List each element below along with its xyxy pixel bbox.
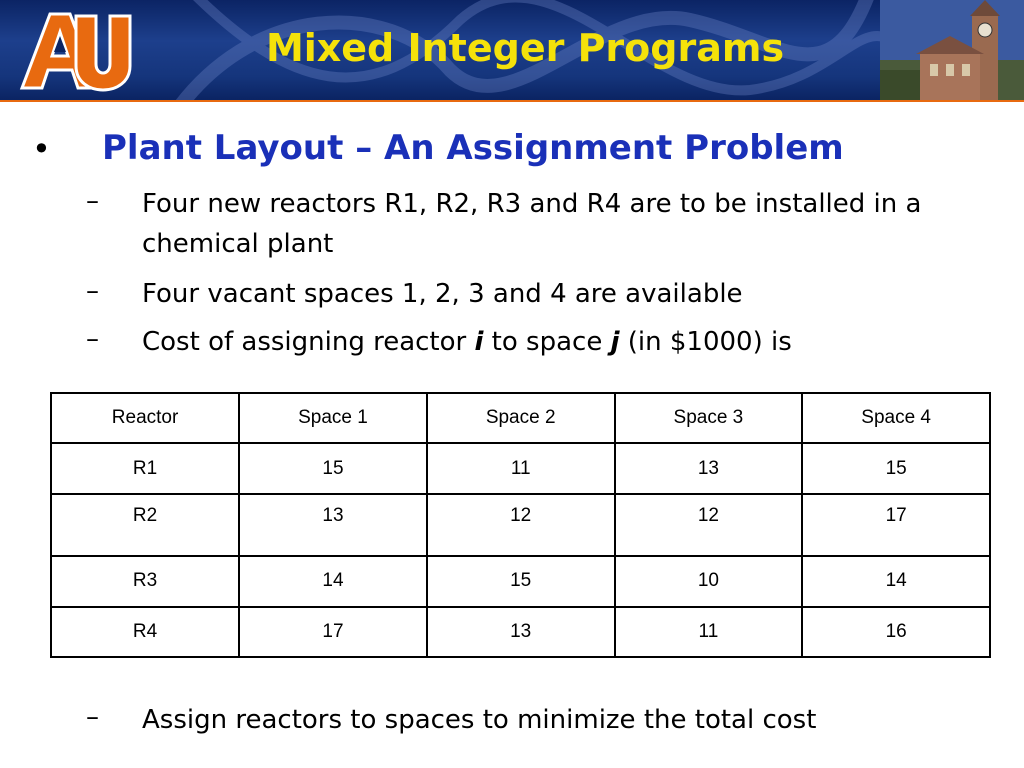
table-header-cell: Space 2 [427, 393, 615, 443]
table-cell: 12 [615, 494, 803, 556]
point-spaces: Four vacant spaces 1, 2, 3 and 4 are available [142, 279, 743, 309]
table-cell: 10 [615, 556, 803, 606]
table-cell: 16 [802, 607, 990, 657]
table-cell: R1 [51, 443, 239, 493]
table-cell: 12 [427, 494, 615, 556]
section-heading: Plant Layout – An Assignment Problem [102, 128, 844, 168]
table-cell: 15 [802, 443, 990, 493]
table-row [51, 556, 990, 606]
cost-text-1: Cost of assigning reactor [142, 327, 475, 357]
dash-3: – [86, 324, 99, 354]
table-cell: 13 [427, 607, 615, 657]
dash-2: – [86, 276, 99, 306]
bullet-dot: • [32, 130, 51, 168]
table-cell: 11 [427, 443, 615, 493]
table-cell: 13 [239, 494, 427, 556]
table-cell: 15 [427, 556, 615, 606]
dash-1: – [86, 186, 99, 216]
slide-title: Mixed Integer Programs [265, 26, 785, 70]
table-row [51, 494, 990, 556]
point-reactors: Four new reactors R1, R2, R3 and R4 are to be installed in a chemical plant [142, 189, 922, 259]
table-cell: R2 [51, 494, 239, 556]
cost-text-2: to space [483, 327, 611, 357]
table-cell: 17 [802, 494, 990, 556]
table-header-cell: Space 3 [615, 393, 803, 443]
header-divider [0, 100, 1024, 102]
point-cost [142, 322, 1022, 362]
table-cell: R3 [51, 556, 239, 606]
table-header-cell: Space 4 [802, 393, 990, 443]
table-row [51, 443, 990, 493]
table-cell: 15 [239, 443, 427, 493]
table-cell: R4 [51, 607, 239, 657]
table-header-row [51, 393, 990, 443]
table-cell: 17 [239, 607, 427, 657]
point-objective: Assign reactors to spaces to minimize the total cost [142, 705, 817, 735]
table-cell: 11 [615, 607, 803, 657]
table-cell: 14 [802, 556, 990, 606]
dash-4: – [86, 702, 99, 732]
table-header-cell: Reactor [51, 393, 239, 443]
table-row [51, 607, 990, 657]
table-cell: 14 [239, 556, 427, 606]
cost-table [50, 392, 991, 658]
cost-text-3: (in $1000) is [619, 327, 792, 357]
table-header-cell: Space 1 [239, 393, 427, 443]
table-cell: 13 [615, 443, 803, 493]
clock-tower-image [880, 0, 1024, 100]
var-j: j [610, 327, 620, 357]
var-i: i [474, 327, 484, 357]
slide-header [0, 0, 1024, 102]
logo-text: AU [14, 6, 16, 7]
